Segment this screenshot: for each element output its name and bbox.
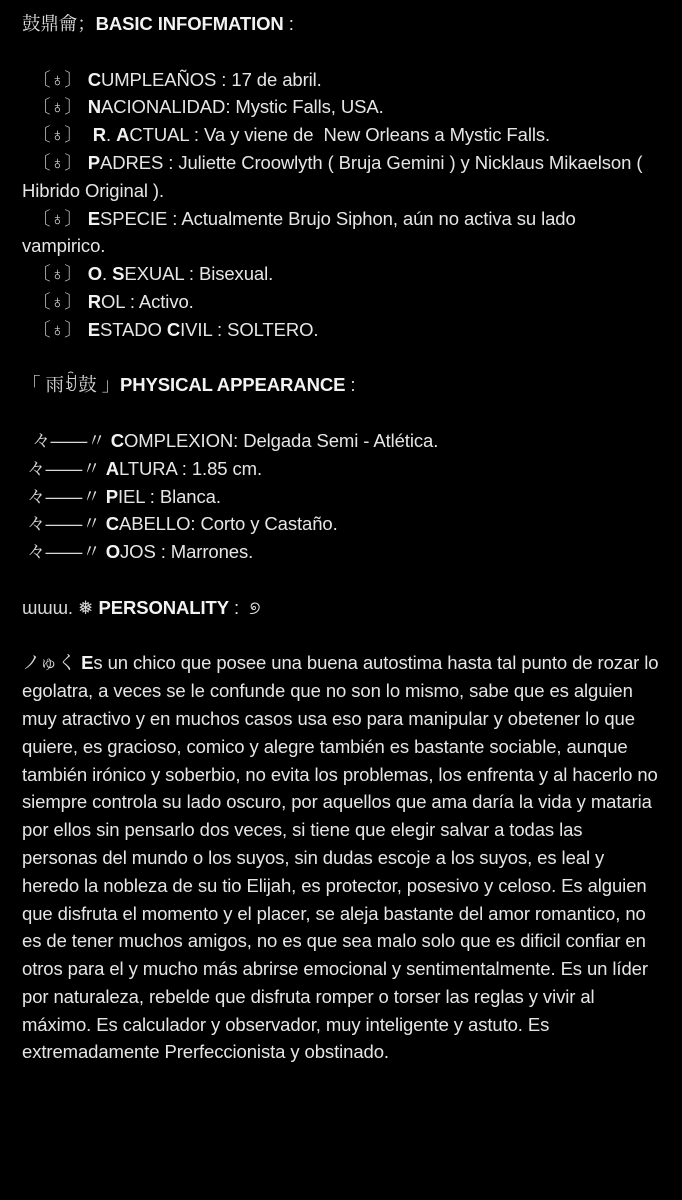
list-item — [22, 427, 662, 455]
list-item — [22, 288, 662, 316]
item-value: : Marrones. — [155, 541, 254, 563]
item-value: : SOLTERO. — [211, 318, 319, 340]
item-initial: O — [87, 263, 103, 285]
item-value: : Actualmente Brujo Siphon, aún no activa su lado vampirico. — [22, 207, 581, 257]
basic-info-list — [22, 66, 662, 344]
item-label: ADRES — [99, 151, 164, 173]
bullet-icon: 〔♁〕 — [32, 151, 83, 173]
bullet-icon: 〔♁〕 — [32, 318, 83, 340]
heading-colon: : — [345, 374, 356, 396]
bullet-icon: 〔♁〕 — [32, 263, 83, 285]
item-value: : 1.85 cm. — [176, 457, 263, 479]
heading-colon: : — [283, 13, 294, 34]
item-value: : Bisexual. — [183, 263, 274, 285]
item-initial: P — [87, 151, 100, 173]
item-value: : Corto y Castaño. — [190, 513, 338, 535]
heading-text: PHYSICAL APPEARANCE — [120, 374, 346, 396]
character-sheet — [22, 10, 662, 1066]
list-item — [22, 316, 662, 344]
heading-text: ERSONALITY — [110, 596, 229, 618]
item-initial: O — [105, 541, 120, 563]
heading-initial: P — [98, 596, 111, 618]
item-label: JOS — [120, 541, 156, 563]
heading-ornament: 鼓鼎龠； — [22, 13, 96, 34]
item-initial: C — [166, 318, 181, 340]
list-item — [22, 538, 662, 566]
dash-bullet-icon: 々――〃 — [27, 541, 101, 563]
item-label: EXUAL — [124, 263, 184, 285]
personality-heading — [22, 594, 662, 622]
bullet-icon: 〔♁〕 — [32, 207, 83, 229]
heading-ornament: 「 ⾬ꀁ鼓 」 — [22, 374, 121, 396]
dash-bullet-icon: 々――〃 — [32, 429, 106, 451]
paragraph-initial: E — [81, 652, 94, 674]
item-initial: P — [105, 485, 118, 507]
list-item — [22, 66, 662, 94]
item-value: : Juliette Croowlyth ( Bruja Gemini ) y Nicklaus Mikaelson ( Hibrido Original ). — [22, 151, 648, 201]
item-initial: C — [87, 68, 101, 90]
item-label: SPECIE — [99, 207, 168, 229]
item-label: OMPLEXION — [124, 429, 234, 451]
list-item — [22, 149, 662, 205]
list-item — [22, 455, 662, 483]
list-item — [22, 93, 662, 121]
item-value: : Activo. — [124, 290, 194, 312]
heading-ornament: ɯɯɯ. ❅ — [22, 596, 99, 618]
bullet-icon: 〔♁〕 — [32, 290, 83, 312]
paragraph-text: s un chico que posee una buena autostima hasta tal punto de rozar lo egolatra, a veces se le confunde que no son lo mismo, sabe que es alguien muy atractivo y en muchos casos usa eso para manipular y obetener lo que quiere, es gracioso, comico y alegre también es bastante sociable, aunque también irónico y soberbio, no evita los problemas, los enfrenta y al hacerlo no siempre controla su lado oscuro, por aquellos que ama daría la vida y mataria por ellos sin pensarlo dos veces, si tiene que elegir salvar a todas las personas del mundo o los suyos, sin dudas escoje a los suyos, es leal y heredo la nobleza de su tio Elijah, es protector, posesivo y celoso. Es alguien que disfruta el momento y el placer, se aleja bastante del amor romantico, no es de tener muchos amigos, no es que sea malo solo que es dificil confiar en otros para el y mucho más abrirse emocional y sentimentalmente. Es un líder por naturaleza, rebelde que disfruta romper o torser las reglas y vivir al máximo. Es calculador y observador, muy inteligente y astuto. Es extremadamente Prerfeccionista y obstinado. — [22, 652, 659, 1063]
item-value: : 17 de abril. — [216, 68, 322, 90]
list-item — [22, 510, 662, 538]
bullet-icon: 〔♁〕 — [32, 124, 83, 146]
dash-bullet-icon: 々――〃 — [27, 485, 101, 507]
item-initial: S — [112, 263, 125, 285]
item-label: OL — [100, 290, 125, 312]
item-label: UMPLEAÑOS — [100, 68, 217, 90]
item-initial: N — [87, 96, 101, 118]
item-value: : Va y viene de New Orleans a Mystic Falls. — [188, 124, 551, 146]
dash-bullet-icon: 々――〃 — [27, 457, 101, 479]
item-initial: E — [87, 207, 100, 229]
item-label: . — [102, 263, 113, 285]
heading-text: BASIC INFOFMATION — [95, 13, 284, 34]
item-value: : Mystic Falls, USA. — [225, 96, 384, 118]
item-initial: R — [92, 124, 107, 146]
bullet-icon: 〔♁〕 — [32, 68, 83, 90]
item-label: IVIL — [180, 318, 212, 340]
item-label: ABELLO — [118, 513, 191, 535]
paragraph-ornament: ノゅく — [22, 652, 82, 674]
list-item — [22, 205, 662, 261]
personality-paragraph — [22, 649, 662, 1066]
item-label: CTUAL — [129, 124, 189, 146]
item-initial: E — [87, 318, 100, 340]
dash-bullet-icon: 々――〃 — [27, 513, 101, 535]
basic-info-heading — [22, 10, 662, 38]
physical-list — [22, 427, 662, 566]
item-initial: C — [105, 513, 119, 535]
item-label: STADO — [99, 318, 167, 340]
item-initial: A — [105, 457, 119, 479]
item-initial: A — [116, 124, 130, 146]
physical-heading — [22, 371, 662, 399]
list-item — [22, 121, 662, 149]
list-item — [22, 260, 662, 288]
item-value: : Delgada Semi - Atlética. — [233, 429, 439, 451]
heading-colon: : ୭ — [228, 596, 261, 618]
item-value: : Blanca. — [144, 485, 221, 507]
item-label: . — [106, 124, 117, 146]
item-label: ACIONALIDAD — [100, 96, 226, 118]
bullet-icon: 〔♁〕 — [32, 96, 83, 118]
item-initial: R — [87, 290, 101, 312]
item-label: LTURA — [118, 457, 177, 479]
item-label: IEL — [117, 485, 145, 507]
list-item — [22, 483, 662, 511]
item-initial: C — [110, 429, 125, 451]
